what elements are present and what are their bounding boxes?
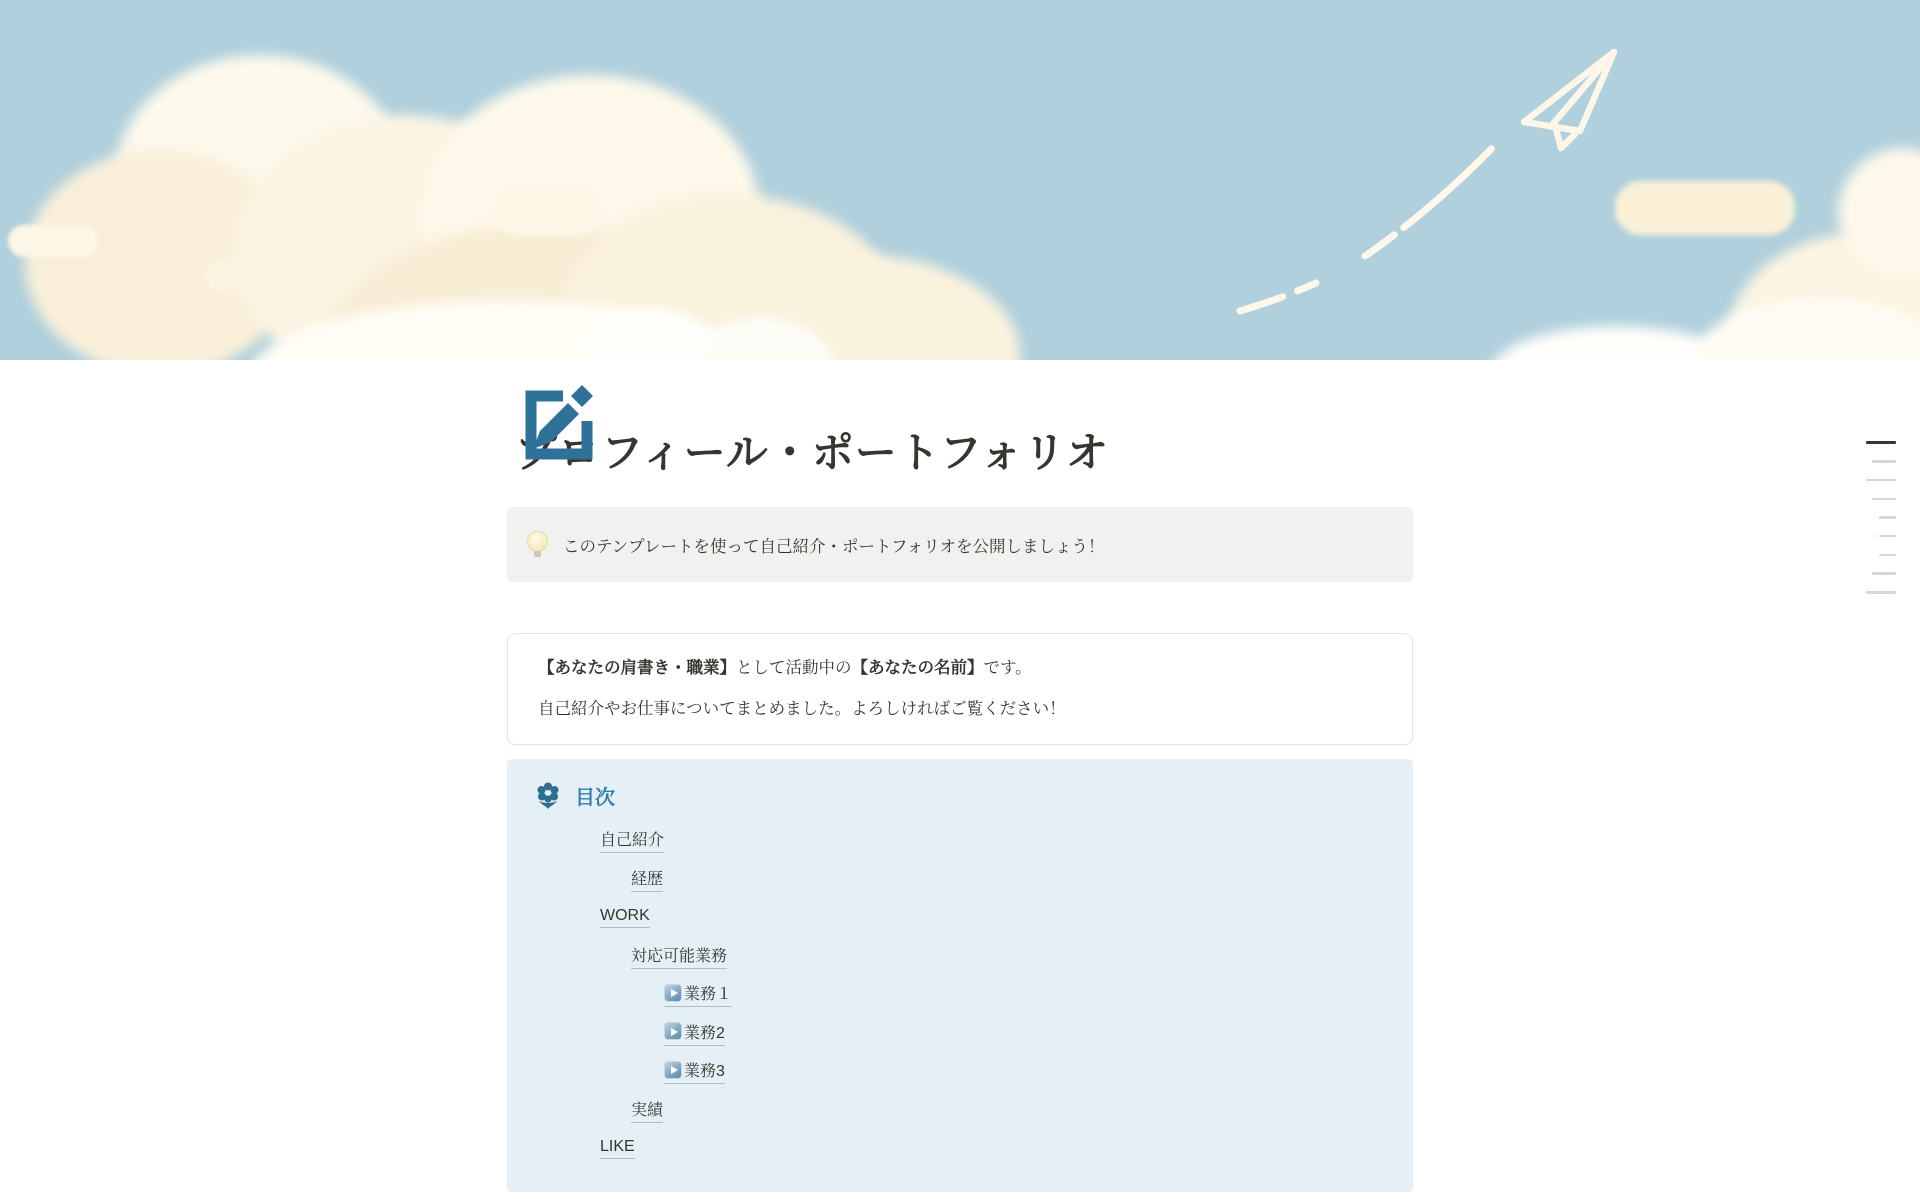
dashed-trail xyxy=(1240,146,1494,311)
intro-role-placeholder: 【あなたの肩書き・職業】 xyxy=(538,659,736,677)
outline-line[interactable] xyxy=(1879,516,1896,519)
toc-link-career[interactable] xyxy=(631,860,1397,899)
toc-link-label[interactable]: 業務3 xyxy=(684,1063,725,1081)
page-title: プロフィール・ポートフォリオ xyxy=(515,429,1110,476)
flower-icon xyxy=(535,782,561,809)
tip-callout-text: このテンプレートを使って自己紹介・ポートフォリオを公開しましょう！ xyxy=(563,537,1105,556)
light-bulb-icon xyxy=(527,531,548,552)
outline-line[interactable] xyxy=(1872,572,1896,575)
outline-line[interactable] xyxy=(1872,460,1896,463)
intro-text: として活動中の xyxy=(736,659,852,677)
outline-line[interactable] xyxy=(1866,479,1896,482)
play-button-icon xyxy=(664,1022,682,1040)
page-body xyxy=(507,428,1413,1192)
outline-line[interactable] xyxy=(1866,591,1896,594)
toc-heading xyxy=(535,781,1397,810)
tip-callout xyxy=(507,507,1413,582)
memo-edit-icon[interactable] xyxy=(523,383,595,461)
toc-link-like[interactable] xyxy=(600,1129,1397,1168)
toc-link-service-2[interactable] xyxy=(664,1014,1397,1053)
page-cover xyxy=(0,0,1920,360)
outline-line[interactable] xyxy=(1866,441,1896,444)
toc-link-label[interactable]: 業務１ xyxy=(684,986,733,1004)
outline-line[interactable] xyxy=(1872,498,1896,501)
toc-link-label[interactable]: 自己紹介 xyxy=(600,827,664,853)
toc-link-work[interactable] xyxy=(600,898,1397,937)
intro-box xyxy=(507,633,1413,745)
outline-line[interactable] xyxy=(1879,535,1896,538)
intro-name-placeholder: 【あなたの名前】 xyxy=(851,659,984,677)
intro-text: です。 xyxy=(983,659,1032,677)
page-outline-indicator[interactable] xyxy=(1866,441,1896,610)
paper-airplane-icon xyxy=(1524,52,1614,148)
toc-list xyxy=(523,821,1397,1168)
intro-line-2: 自己紹介やお仕事についてまとめました。よろしければご覧ください！ xyxy=(538,700,1066,718)
toc-link-label[interactable]: 対応可能業務 xyxy=(631,943,727,969)
toc-link-label[interactable]: LIKE xyxy=(600,1138,635,1159)
toc-link-self-introduction[interactable] xyxy=(600,821,1397,860)
outline-line[interactable] xyxy=(1879,554,1896,557)
toc-link-service-3[interactable] xyxy=(664,1052,1397,1091)
toc-link-label[interactable]: 業務2 xyxy=(684,1024,725,1042)
toc-link-label[interactable]: 実績 xyxy=(631,1097,663,1123)
play-button-icon xyxy=(664,1061,682,1079)
play-button-icon xyxy=(664,984,682,1002)
toc-link-available-services[interactable] xyxy=(631,937,1397,976)
toc-link-label[interactable]: WORK xyxy=(600,907,650,928)
toc-link-label[interactable]: 経歴 xyxy=(631,866,663,892)
table-of-contents xyxy=(507,759,1413,1192)
paper-airplane-illustration xyxy=(0,0,1920,360)
intro-line-1 xyxy=(538,656,1382,681)
toc-link-service-1[interactable] xyxy=(664,975,1397,1014)
toc-link-achievements[interactable] xyxy=(631,1091,1397,1130)
toc-heading-label: 目次 xyxy=(575,787,615,809)
